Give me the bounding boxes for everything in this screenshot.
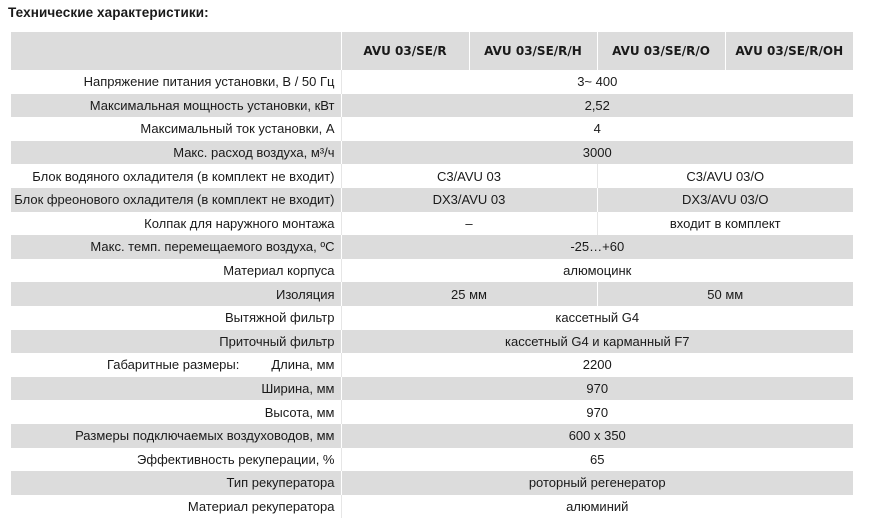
value-cell: кассетный G4 <box>341 306 853 330</box>
table-row <box>11 235 853 259</box>
parameter-label <box>11 353 341 377</box>
value-cell: 600 x 350 <box>341 424 853 448</box>
parameter-label: Материал рекуператора <box>11 495 341 519</box>
value-cell: -25…+60 <box>341 235 853 259</box>
value-cell: DX3/AVU 03 <box>341 188 597 212</box>
value-cell: 50 мм <box>597 282 853 306</box>
parameter-label: Изоляция <box>11 282 341 306</box>
parameter-label: Макс. темп. перемещаемого воздуха, ºС <box>11 235 341 259</box>
table-row <box>11 448 853 472</box>
model-header-avu-03-se-r-o: AVU 03/SE/R/O <box>597 32 725 70</box>
value-cell: 970 <box>341 400 853 424</box>
section-title: Технические характеристики: <box>8 5 209 20</box>
table-row <box>11 400 853 424</box>
parameter-label: Блок водяного охладителя (в комплект не входит) <box>11 164 341 188</box>
spec-body <box>11 70 853 518</box>
value-cell: 2,52 <box>341 94 853 118</box>
value-cell: 3~ 400 <box>341 70 853 94</box>
value-cell: 25 мм <box>341 282 597 306</box>
value-cell: 3000 <box>341 141 853 165</box>
table-row <box>11 164 853 188</box>
parameter-label: Напряжение питания установки, В / 50 Гц <box>11 70 341 94</box>
parameter-label: Размеры подключаемых воздуховодов, мм <box>11 424 341 448</box>
value-cell: C3/AVU 03 <box>341 164 597 188</box>
value-cell: C3/AVU 03/O <box>597 164 853 188</box>
parameter-label: Материал корпуса <box>11 259 341 283</box>
table-row <box>11 424 853 448</box>
value-cell: алюмоцинк <box>341 259 853 283</box>
table-row <box>11 70 853 94</box>
table-row <box>11 306 853 330</box>
parameter-group-label: Габаритные размеры: <box>107 357 240 373</box>
parameter-label: Высота, мм <box>11 400 341 424</box>
table-row <box>11 259 853 283</box>
parameter-label: Блок фреонового охладителя (в комплект не входит) <box>11 188 341 212</box>
parameter-label: Тип рекуператора <box>11 471 341 495</box>
model-header-avu-03-se-r: AVU 03/SE/R <box>341 32 469 70</box>
table-row <box>11 377 853 401</box>
value-cell: 2200 <box>341 353 853 377</box>
table-row <box>11 141 853 165</box>
value-cell: роторный регенератор <box>341 471 853 495</box>
table-row <box>11 495 853 519</box>
table-header-row <box>11 32 853 70</box>
parameter-label: Максимальная мощность установки, кВт <box>11 94 341 118</box>
table-row <box>11 282 853 306</box>
specifications-table <box>11 32 853 518</box>
value-cell: 4 <box>341 117 853 141</box>
value-cell: алюминий <box>341 495 853 519</box>
value-cell: 970 <box>341 377 853 401</box>
parameter-label: Ширина, мм <box>11 377 341 401</box>
table-row <box>11 117 853 141</box>
table-row <box>11 330 853 354</box>
parameter-label: Вытяжной фильтр <box>11 306 341 330</box>
parameter-label: Эффективность рекуперации, % <box>11 448 341 472</box>
value-cell: 65 <box>341 448 853 472</box>
value-cell: кассетный G4 и карманный F7 <box>341 330 853 354</box>
table-row <box>11 353 853 377</box>
model-header-avu-03-se-r-oh: AVU 03/SE/R/OH <box>725 32 853 70</box>
value-cell: – <box>341 212 597 236</box>
parameter-label: Макс. расход воздуха, м³/ч <box>11 141 341 165</box>
value-cell: входит в комплект <box>597 212 853 236</box>
table-row <box>11 188 853 212</box>
header-label-cell <box>11 32 341 70</box>
table-row <box>11 471 853 495</box>
model-header-avu-03-se-r-h: AVU 03/SE/R/H <box>469 32 597 70</box>
table-row <box>11 212 853 236</box>
value-cell: DX3/AVU 03/O <box>597 188 853 212</box>
parameter-label: Приточный фильтр <box>11 330 341 354</box>
table-row <box>11 94 853 118</box>
parameter-label: Максимальный ток установки, А <box>11 117 341 141</box>
parameter-sub-label: Длина, мм <box>271 357 335 373</box>
parameter-label: Колпак для наружного монтажа <box>11 212 341 236</box>
